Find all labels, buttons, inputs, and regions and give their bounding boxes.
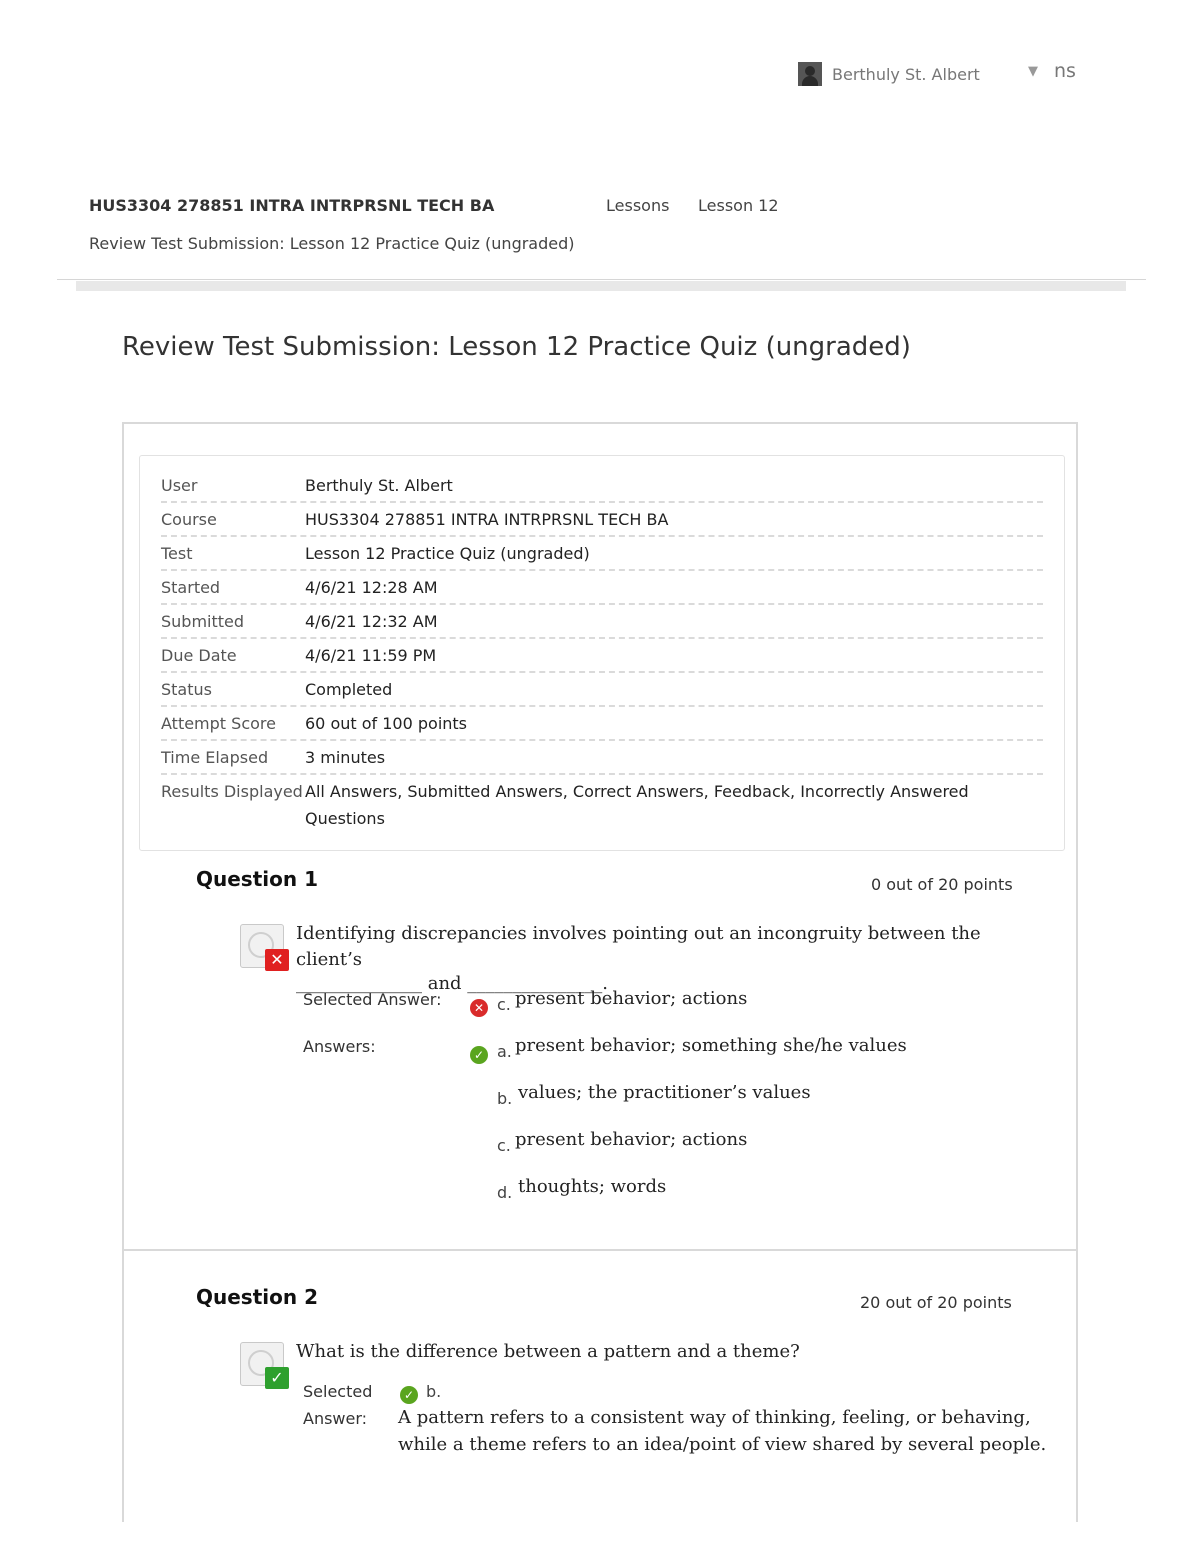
detail-row (161, 505, 1043, 537)
selected-answer-text-line: while a theme refers to an idea/point of view shared by several people. (398, 1434, 1047, 1455)
selected-answer-label: Selected Answer: (303, 990, 442, 1009)
answer-letter: b. (497, 1089, 513, 1108)
detail-row (161, 641, 1043, 673)
detail-row (161, 675, 1043, 707)
answer-text: values; the practitioner’s values (518, 1082, 811, 1103)
answer-text: present behavior; actions (515, 1129, 748, 1150)
question-2-text: What is the difference between a pattern and a theme? (296, 1341, 800, 1362)
caret-down-icon[interactable]: ▼ (1028, 64, 1038, 79)
selected-answer-label: Selected (303, 1382, 373, 1401)
detail-row (161, 607, 1043, 639)
selected-answer-label: Answer: (303, 1409, 368, 1428)
detail-value: Berthuly St. Albert (305, 476, 453, 495)
x-badge-icon: ✕ (265, 949, 289, 971)
detail-value: 4/6/21 12:32 AM (305, 612, 438, 631)
detail-label: Started (161, 578, 221, 597)
selected-answer-text (398, 1405, 1048, 1458)
detail-row (161, 709, 1043, 741)
answer-letter: d. (497, 1183, 513, 1202)
correct-icon: ✓ (400, 1386, 418, 1404)
detail-label: Test (161, 544, 193, 563)
question-2-points: 20 out of 20 points (860, 1293, 1012, 1312)
breadcrumb-course[interactable]: HUS3304 278851 INTRA INTRPRSNL TECH BA (89, 196, 495, 215)
detail-label: Course (161, 510, 217, 529)
question-1-text-line: Identifying discrepancies involves pointing out an incongruity between the client’s (296, 923, 981, 970)
selected-answer-text: present behavior; actions (515, 988, 748, 1009)
question-1-points: 0 out of 20 points (871, 875, 1013, 894)
question-incorrect-icon (240, 924, 284, 968)
question-correct-icon (240, 1342, 284, 1386)
answers-label: Answers: (303, 1037, 376, 1056)
question-1-text-line: ______________ and _______________. (296, 973, 609, 994)
breadcrumb-lesson[interactable]: Lesson 12 (698, 196, 779, 215)
user-menu[interactable] (798, 62, 980, 86)
detail-label: Attempt Score (161, 714, 276, 733)
submission-container (122, 422, 1078, 1522)
answer-letter: a. (497, 1042, 512, 1061)
detail-row (161, 471, 1043, 503)
user-name: Berthuly St. Albert (832, 64, 980, 84)
detail-value: 60 out of 100 points (305, 714, 468, 733)
detail-label: User (161, 476, 198, 495)
breadcrumb-current-page: Review Test Submission: Lesson 12 Practice Quiz (ungraded) (89, 234, 575, 253)
detail-label: Results Displayed (161, 782, 303, 801)
detail-label: Status (161, 680, 212, 699)
detail-value: HUS3304 278851 INTRA INTRPRSNL TECH BA (305, 510, 669, 529)
answer-letter: c. (497, 1136, 511, 1155)
correct-icon: ✓ (470, 1046, 488, 1064)
detail-row (161, 539, 1043, 571)
detail-value: 4/6/21 11:59 PM (305, 646, 437, 665)
page-title: Review Test Submission: Lesson 12 Practice Quiz (ungraded) (122, 332, 911, 362)
header-bar (76, 281, 1126, 291)
incorrect-icon: ✕ (470, 999, 488, 1017)
detail-value: 3 minutes (305, 748, 386, 767)
details-table (161, 471, 1043, 839)
breadcrumb-lessons[interactable]: Lessons (606, 196, 670, 215)
menu-text[interactable]: ns (1054, 60, 1076, 82)
question-1-title: Question 1 (196, 867, 318, 891)
submission-details (139, 455, 1065, 851)
question-2-title: Question 2 (196, 1285, 318, 1309)
question-1-text (296, 921, 1036, 997)
selected-answer-text-line: A pattern refers to a consistent way of thinking, feeling, or behaving, (398, 1407, 1031, 1428)
detail-value: All Answers, Submitted Answers, Correct Answers, Feedback, Incorrectly Answered Questions (305, 782, 969, 828)
selected-answer-letter: c. (497, 995, 511, 1014)
answer-text: thoughts; words (518, 1176, 667, 1197)
detail-row (161, 743, 1043, 775)
header-divider (57, 279, 1146, 280)
detail-row (161, 573, 1043, 605)
detail-row (161, 777, 1043, 837)
detail-value: Lesson 12 Practice Quiz (ungraded) (305, 544, 590, 563)
detail-label: Time Elapsed (161, 748, 269, 767)
detail-value: Completed (305, 680, 393, 699)
detail-value: 4/6/21 12:28 AM (305, 578, 438, 597)
avatar (798, 62, 822, 86)
selected-answer-letter: b. (426, 1382, 442, 1401)
answer-text: present behavior; something she/he values (515, 1035, 907, 1056)
check-badge-icon: ✓ (265, 1367, 289, 1389)
detail-label: Due Date (161, 646, 237, 665)
question-divider (124, 1249, 1076, 1251)
detail-label: Submitted (161, 612, 245, 631)
